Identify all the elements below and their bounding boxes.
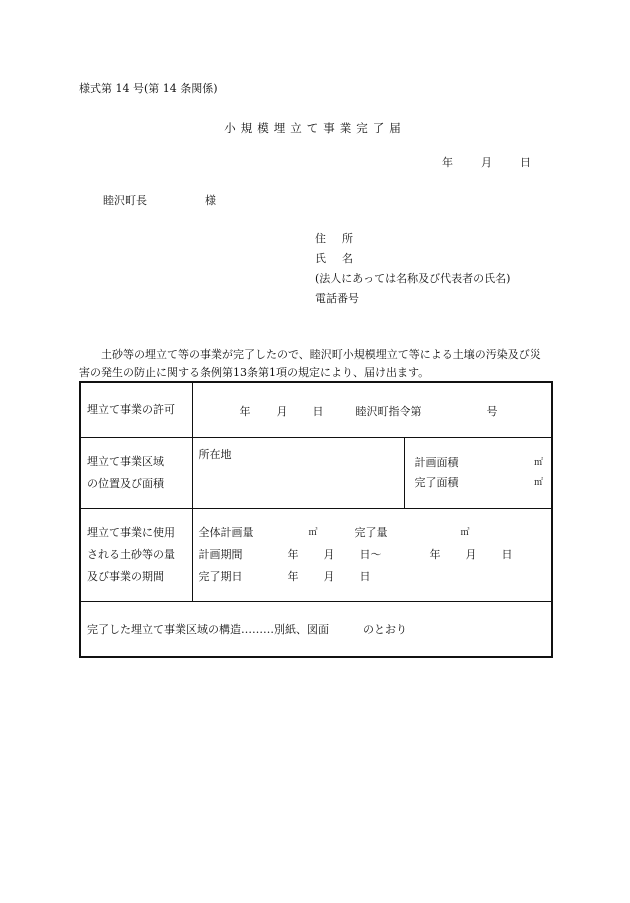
plan-end-day: 日: [501, 548, 513, 561]
applicant-address-label: 住所: [315, 232, 369, 245]
permit-value-cell: [192, 382, 552, 438]
date-month: 月: [481, 156, 492, 169]
permit-directive: 睦沢町指令第: [355, 405, 422, 418]
plan-start-month: 月: [323, 548, 335, 561]
plan-start-year: 年: [287, 548, 299, 561]
planned-area-unit: ㎡: [533, 458, 543, 468]
submission-date: [442, 157, 531, 168]
plan-end-year: 年: [429, 548, 441, 561]
permit-row: [80, 382, 552, 438]
applicant-block: [315, 233, 510, 313]
completion-day: 日: [359, 570, 371, 583]
addressee: [103, 195, 216, 206]
applicant-corp-note: (法人にあっては名称及び代表者の氏名): [315, 272, 511, 285]
plan-period-line: [199, 544, 552, 566]
soil-label: [80, 509, 192, 602]
completion-year: 年: [287, 570, 299, 583]
location-label: [80, 438, 192, 509]
planned-area-label: 計画面積: [414, 456, 459, 469]
area-cell: [404, 438, 552, 509]
structure-row: [80, 602, 552, 658]
location-label-line2: の位置及び面積: [87, 477, 164, 490]
completion-date-label: 完了期日: [198, 570, 243, 583]
completed-amount-unit: ㎥: [460, 528, 470, 538]
location-label-line1: 埋立て事業区域: [87, 455, 164, 468]
date-year: 年: [442, 156, 453, 169]
soil-label-line3: 及び事業の期間: [87, 570, 164, 583]
plan-period-label: 計画期間: [198, 548, 243, 561]
document-title: 小規模埋立て事業完了届: [224, 121, 406, 135]
plan-start-day: 日～: [359, 548, 382, 561]
permit-year: 年: [239, 405, 251, 418]
soil-label-line2: される土砂等の量: [87, 548, 175, 561]
completed-area-line: [415, 473, 552, 493]
permit-label: 埋立て事業の許可: [80, 382, 192, 438]
total-planned-unit: ㎥: [308, 528, 318, 538]
soil-label-line1: 埋立て事業に使用: [87, 526, 175, 539]
planned-area-line: [415, 453, 552, 473]
location-row: [80, 438, 552, 509]
structure-text: 完了した埋立て事業区域の構造………別紙、図面: [87, 623, 329, 636]
completed-area-unit: ㎡: [533, 478, 543, 488]
permit-day: 日: [312, 405, 324, 418]
total-planned-line: [199, 522, 552, 544]
completion-table: [79, 381, 553, 658]
body-text: 土砂等の埋立て等の事業が完了したので、睦沢町小規模埋立て等による土壌の汚染及び災害の発生の防止に関する条例第13条第1項の規定により、届け出ます。: [79, 348, 541, 379]
addressee-honorific: 様: [205, 194, 216, 207]
location-address-label: 所在地: [198, 448, 232, 461]
date-day: 日: [520, 156, 531, 169]
addressee-name: 睦沢町長: [103, 194, 147, 207]
structure-cell: [80, 602, 552, 658]
applicant-name-label: 氏名: [315, 252, 369, 265]
soil-detail-cell: [192, 509, 552, 602]
structure-suffix: のとおり: [363, 623, 407, 636]
total-planned-label: 全体計画量: [198, 526, 254, 539]
completed-amount-label: 完了量: [354, 526, 388, 539]
applicant-phone-label: 電話番号: [315, 292, 359, 305]
location-address-cell: [192, 438, 404, 509]
permit-month: 月: [276, 405, 288, 418]
form-number: 様式第 14 号(第 14 条関係): [79, 82, 218, 95]
plan-end-month: 月: [465, 548, 477, 561]
completion-month: 月: [323, 570, 335, 583]
permit-number-suffix: 号: [486, 405, 498, 418]
completion-date-line: [199, 566, 552, 588]
completed-area-label: 完了面積: [414, 476, 459, 489]
soil-row: [80, 509, 552, 602]
